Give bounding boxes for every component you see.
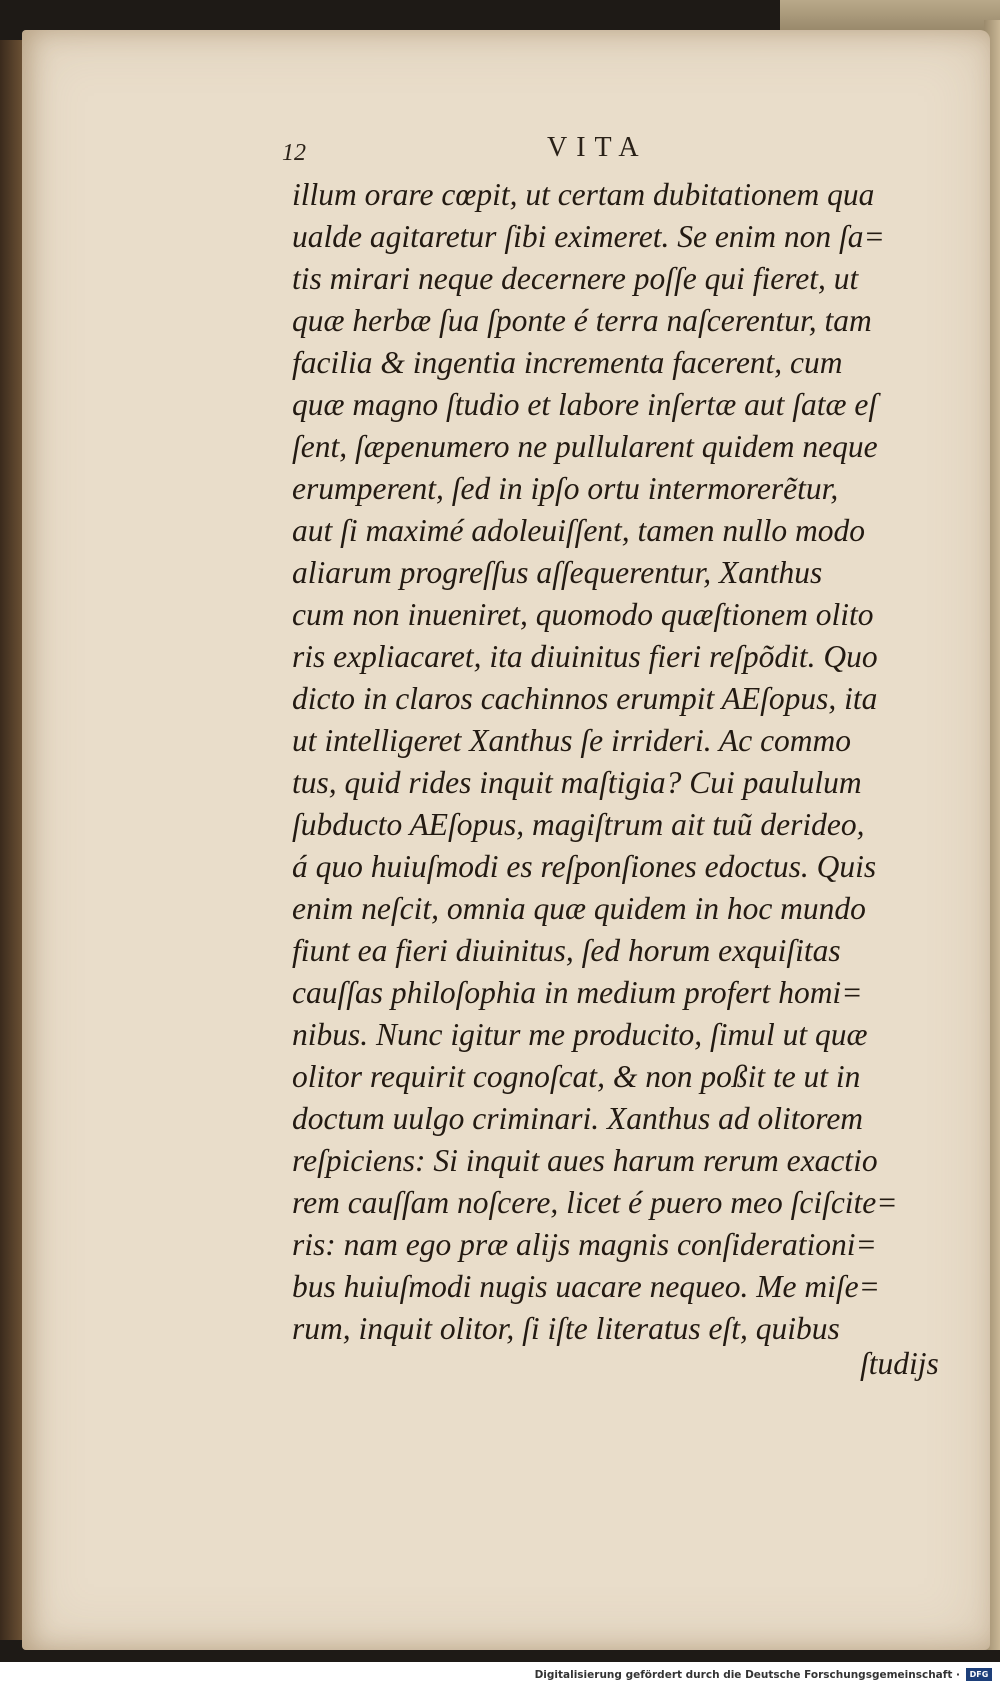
text-line: enim neſcit, omnia quæ quidem in hoc mundo	[292, 891, 866, 926]
text-line: aut ſi maximé adoleuiſſent, tamen nullo modo	[292, 513, 866, 548]
text-line: doctum uulgo criminari. Xanthus ad olitorem	[292, 1101, 864, 1136]
text-line: ſent, ſæpenumero ne pullularent quidem neque	[292, 429, 878, 464]
text-line: dicto in claros cachinnos erumpit AEſopus, ita	[292, 681, 878, 716]
text-line: facilia & ingentia incrementa facerent, cum	[292, 345, 843, 380]
text-line: rum, inquit olitor, ſi iſte literatus eſt, quibus	[292, 1311, 840, 1346]
text-line: nibus. Nunc igitur me producito, ſimul ut quæ	[292, 1017, 868, 1052]
text-line: reſpiciens: Si inquit aues harum rerum exactio	[292, 1143, 878, 1178]
digitization-footer	[0, 1662, 1000, 1690]
text-line: olitor requirit cognoſcat, & non poßit te ut in	[292, 1059, 861, 1094]
text-line: tis mirari neque decernere poſſe qui fieret, ut	[292, 261, 859, 296]
text-line: cauſſas philoſophia in medium profert homi=	[292, 975, 863, 1010]
page-header	[282, 132, 842, 172]
text-line: fiunt ea fieri diuinitus, ſed horum exquiſitas	[292, 933, 841, 968]
footer-credit: Digitalisierung gefördert durch die Deutsche Forschungsgemeinschaft ·	[534, 1669, 960, 1681]
text-line: tus, quid rides inquit maſtigia? Cui paululum	[292, 765, 862, 800]
dfg-logo-icon: DFG	[966, 1668, 992, 1681]
text-line: illum orare cœpit, ut certam dubitationem qua	[292, 177, 875, 212]
page-number: 12	[282, 140, 306, 166]
text-line: bus huiuſmodi nugis uacare nequeo. Me miſe=	[292, 1269, 880, 1304]
catchword: ſtudijs	[860, 1346, 939, 1381]
text-line: ris expliacaret, ita diuinitus fieri reſpõdit. Quo	[292, 639, 878, 674]
text-line: ualde agitaretur ſibi eximeret. Se enim non ſa=	[292, 219, 885, 254]
text-line: cum non inueniret, quomodo quæſtionem olito	[292, 597, 874, 632]
text-line: á quo huiuſmodi es reſponſiones edoctus. Quis	[292, 849, 877, 884]
text-line: quæ magno ſtudio et labore inſertæ aut ſatæ eſ	[292, 387, 878, 422]
running-head: VITA	[547, 132, 648, 163]
book-spine-edge	[0, 40, 22, 1640]
text-line: ut intelligeret Xanthus ſe irrideri. Ac commo	[292, 723, 852, 758]
body-text	[292, 174, 942, 1350]
text-line: quæ herbæ ſua ſponte é terra naſcerentur, tam	[292, 303, 872, 338]
text-line: aliarum progreſſus aſſequerentur, Xanthus	[292, 555, 823, 590]
text-line: erumperent, ſed in ipſo ortu intermorerẽtur,	[292, 471, 839, 506]
text-line: ſubducto AEſopus, magiſtrum ait tuũ derideo,	[292, 807, 865, 842]
text-line: ris: nam ego præ alijs magnis conſiderationi=	[292, 1227, 877, 1262]
text-line: rem cauſſam noſcere, licet é puero meo ſciſcite=	[292, 1185, 898, 1220]
